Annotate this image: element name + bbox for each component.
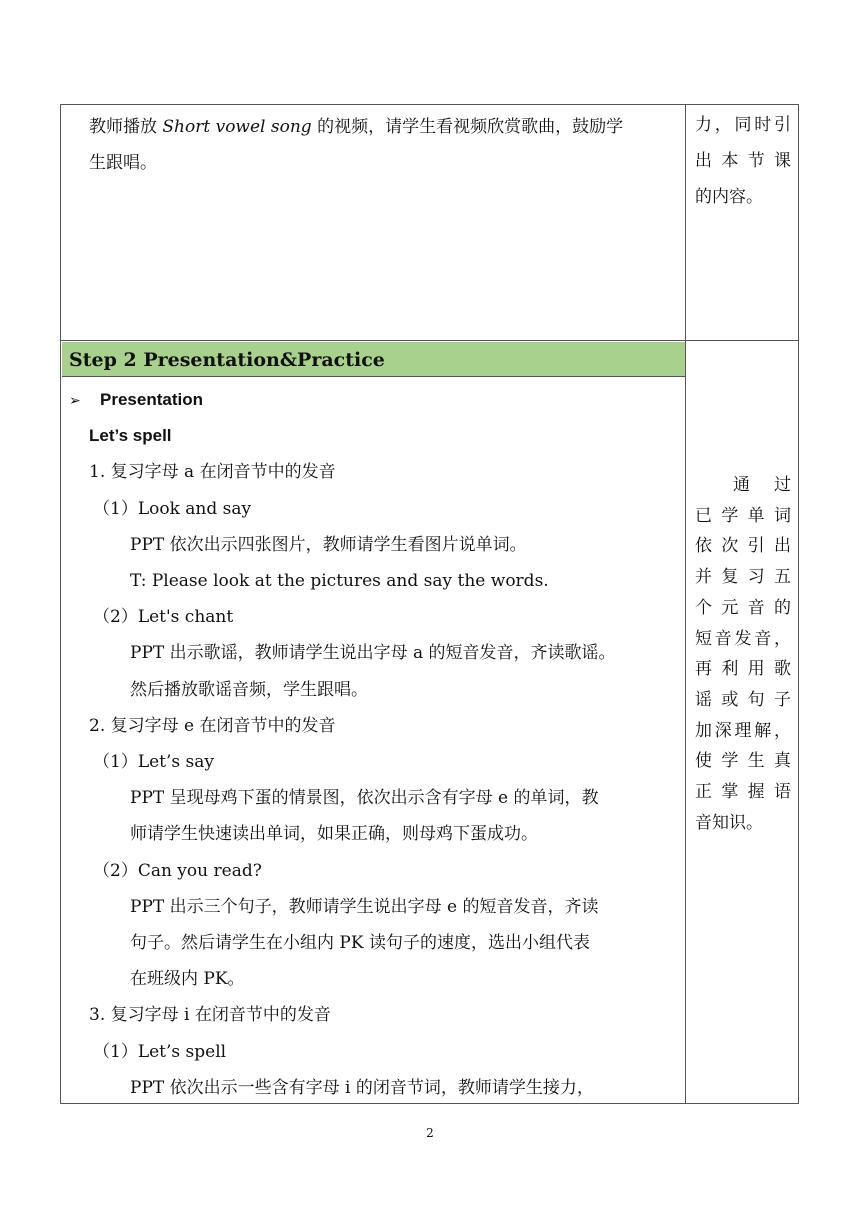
step2-main-cell bbox=[89, 382, 681, 1106]
list-item: （1）Let’s say bbox=[93, 752, 214, 773]
list-item: PPT 呈现母鸡下蛋的情景图，依次出示含有字母 e 的单词，教 bbox=[130, 788, 599, 809]
side-line: 出 本 节 课 bbox=[695, 151, 791, 171]
side-line: 正 掌 握 语 bbox=[695, 782, 791, 803]
list-item: PPT 出示三个句子，教师请学生说出字母 e 的短音发音，齐读 bbox=[130, 896, 599, 917]
table-border-top bbox=[60, 104, 799, 105]
list-item: T: Please look at the pictures and say the words. bbox=[130, 571, 549, 592]
list-item: 师请学生快速读出单词，如果正确，则母鸡下蛋成功。 bbox=[130, 824, 538, 845]
top-row-line-2: 生跟唱。 bbox=[89, 153, 157, 173]
list-item: 3. 复习字母 i 在闭音节中的发音 bbox=[89, 1005, 331, 1026]
side-line: 已 学 单 词 bbox=[695, 505, 791, 526]
table-row-divider bbox=[60, 340, 799, 341]
list-item: PPT 依次出示一些含有字母 i 的闭音节词，教师请学生接力， bbox=[130, 1077, 594, 1098]
list-item: （2）Can you read? bbox=[93, 860, 262, 881]
list-item: PPT 依次出示四张图片，教师请学生看图片说单词。 bbox=[130, 534, 527, 555]
list-item: PPT 出示歌谣，教师请学生说出字母 a 的短音发音，齐读歌谣。 bbox=[130, 643, 616, 664]
top-row-line-1: 教师播放 Short vowel song 的视频，请学生看视频欣赏歌曲，鼓励学 bbox=[89, 117, 624, 137]
bullet-arrow-icon: ➢ bbox=[69, 393, 81, 409]
list-item: （2）Let's chant bbox=[93, 607, 234, 628]
side-line: 通 过 bbox=[733, 475, 791, 495]
page-number: 2 bbox=[426, 1126, 434, 1140]
side-line: 个 元 音 的 bbox=[695, 597, 791, 618]
table-column-divider bbox=[685, 104, 686, 1104]
list-item: （1）Look and say bbox=[93, 498, 252, 519]
list-item: （1）Let’s spell bbox=[93, 1041, 227, 1062]
list-item: 然后播放歌谣音频，学生跟唱。 bbox=[130, 679, 368, 700]
side-line: 再 利 用 歌 bbox=[695, 659, 791, 680]
side-line: 的内容。 bbox=[695, 187, 763, 207]
list-item: 在班级内 PK。 bbox=[130, 969, 245, 990]
presentation-title: Presentation bbox=[100, 390, 203, 409]
side-line: 短音发音， bbox=[695, 628, 791, 649]
side-line: 使 学 生 真 bbox=[695, 751, 791, 772]
list-item: 2. 复习字母 e 在闭音节中的发音 bbox=[89, 715, 336, 736]
step2-header: Step 2 Presentation&Practice bbox=[62, 342, 685, 377]
list-item: 1. 复习字母 a 在闭音节中的发音 bbox=[89, 462, 336, 483]
song-title: Short vowel song bbox=[162, 117, 312, 137]
lets-spell-title: Let’s spell bbox=[89, 426, 172, 446]
side-line: 音知识。 bbox=[695, 812, 763, 833]
side-line: 加深理解， bbox=[695, 720, 791, 741]
side-line: 依 次 引 出 bbox=[695, 536, 791, 557]
list-item: 句子。然后请学生在小组内 PK 读句子的速度，选出小组代表 bbox=[130, 933, 590, 954]
table-border-left bbox=[60, 104, 61, 1104]
side-line: 谣 或 句 子 bbox=[695, 689, 791, 710]
side-line: 力，同时引 bbox=[695, 115, 791, 135]
side-line: 并 复 习 五 bbox=[695, 567, 791, 588]
top-row-side-cell bbox=[695, 107, 791, 215]
table-border-right bbox=[798, 104, 799, 1104]
step2-side-cell bbox=[695, 470, 791, 838]
top-row-main-cell bbox=[89, 109, 681, 181]
